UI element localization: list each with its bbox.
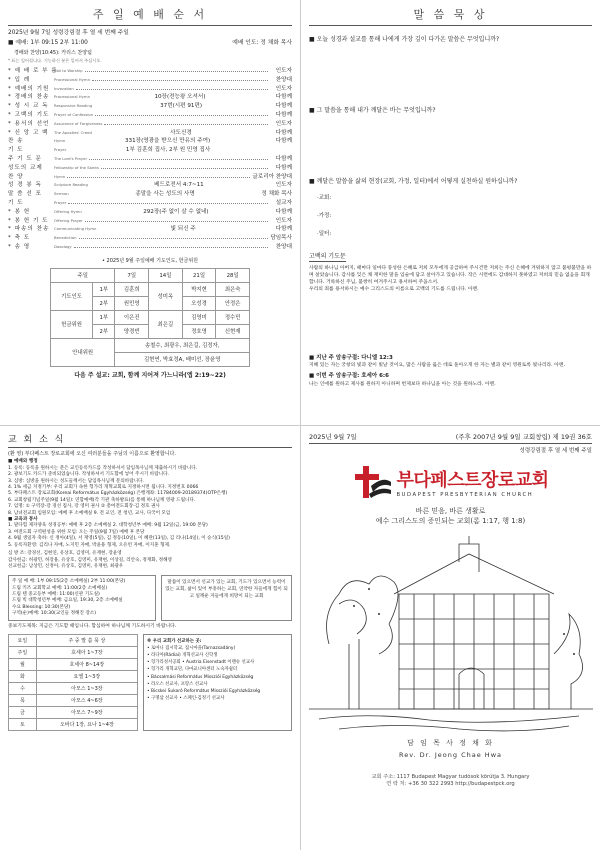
news-item: 5. 등록자환영: 김리나 자매, 노지민 자매, 박윤용 형제, 오유빈 자매, 이지훈 형제. — [8, 542, 171, 548]
sched-reading: 아모스 7~9장 — [36, 706, 137, 718]
order-dt — [89, 155, 268, 160]
order-nm: * 고백의 기도 — [8, 112, 50, 119]
duty-head: 21일 — [182, 268, 216, 282]
duty-cell: 김영미 — [182, 310, 216, 324]
order-pp: 다함께 — [275, 226, 292, 233]
order-en: Prayer — [54, 200, 67, 205]
order-nm: * 축 도 — [8, 235, 31, 242]
order-item — [8, 243, 292, 252]
motto-1: 바른 믿음, 바른 생활로 — [415, 507, 486, 515]
duty-cell: 양경빈 — [115, 324, 149, 338]
order-item — [8, 137, 292, 146]
duty-cell: 2부 — [93, 296, 115, 310]
news-item: 3. 여전도회 구역편성을 위한 모임: 오는 주일(9월 7일) 예배 후 본당 — [8, 529, 145, 535]
sched-reading: 오바다 1장, 요나 1~4장 — [36, 718, 137, 730]
answer-space — [309, 118, 592, 168]
order-en: Offering Hymn — [54, 208, 82, 214]
order-ct: 빛 되신 주 — [170, 226, 196, 233]
supp-item: • Bácsalmási Református Missziói Egyházközség — [147, 674, 254, 680]
service-times-box — [8, 575, 156, 621]
cover-issue: (주후 2007년 9월 9일 교회창립) 제 19권 36호 — [455, 433, 592, 441]
verse-this-text: 나는 인애를 원하고 제사를 원하지 아니하며 번제보다 하나님을 아는 것을 원하노라. 아멘. — [309, 381, 496, 387]
order-item — [8, 102, 292, 111]
order-item — [8, 225, 292, 234]
order-nm: 말 씀 선 포 — [8, 191, 42, 198]
meditation-page — [300, 0, 600, 425]
duty-cell: 신현재 — [216, 324, 250, 338]
order-date: 2025년 9월 7일 성령강림절 후 열 세 번째 주일 — [8, 30, 129, 36]
order-pp: 다함께 — [275, 94, 292, 101]
order-item — [8, 217, 292, 226]
order-item — [8, 199, 292, 208]
duty-title: • 2025년 9월 주일예배 기도인도, 헌금위원 — [101, 257, 198, 264]
order-en: Sermon — [54, 191, 69, 197]
prayer-text: 사람의 하나님 아버지, 때마다 일마다 풍성한 은혜로 저희 모두에게 공급하여 주시건만 저희는 주신 은혜에 겨워하지 않고 불평불만을 하며 살았습니다. 감사를 잊은 채 재미한 말을 입술에 담고 살아가고 있습니다. 작은 시련에도 감대하지 못하였고 저희의 믿음 없음을 회개합니다. 거룩하신 주님, 불쌍히 여겨주시고 용서하여 주옵소서. — [309, 266, 592, 285]
sched-day: 목 — [9, 694, 37, 706]
order-pp: 찬양대 — [275, 243, 292, 250]
question-1: ■ 오늘 성경과 설교를 통해 나에게 가장 깊이 다가온 말씀은 무엇입니까? — [309, 36, 500, 43]
order-en: Processional Hymn — [54, 76, 90, 82]
mission-box: 말씀이 있으면서 선교가 있는 교회, 기도가 있으면서 능력이 있는 교회, 삶이 있어 부흥하는 교회, 연약한 자들에게 힘이 되고 일깨운 자들에게 희망이 되는 교회 — [161, 575, 292, 621]
sched-head: 주 중 말 씀 묵 상 — [36, 634, 137, 646]
order-item — [8, 129, 292, 138]
supp-item: • 라오스 선교사, 프랑스 선교사 — [147, 681, 208, 687]
question-3: ■ 깨달은 말씀을 삶의 현장(교회, 가정, 일터)에서 어떻게 실천하실 원하십니까? — [309, 178, 518, 185]
church-building-illustration — [309, 534, 593, 734]
news-item: 5. 부다페스트 장로교회(Koreai Református Egyházközség) 은행계좌: 11784009-20189374(OTP은행) — [8, 491, 228, 497]
church-logo — [309, 464, 592, 500]
order-ct: 37번(시편 91편) — [160, 103, 203, 110]
sched-reading: 요엘 1~3장 — [36, 670, 137, 682]
cross-logo-icon — [353, 464, 393, 500]
order-item — [8, 164, 292, 173]
off-line: 드림 빅 대학청년부 예배: 금요일, 19:30, 2층 소예배실 — [12, 598, 123, 604]
prayer-end: 우리의 죄를 용서하시는 예수 그리스도의 이름으로 고백의 기도를 드립니다. 아멘. — [309, 287, 479, 292]
duty-cell: 이은진 — [115, 310, 149, 324]
order-item — [8, 120, 292, 129]
order-ct: 331장(영광을 받으신 만유의 주여) — [124, 138, 211, 145]
order-pp: 인도자 — [275, 182, 292, 189]
motto-2: 예수 그리스도의 증인되는 교회(롬 1:17, 행 1:8) — [375, 517, 526, 525]
order-en: Offering Prayer — [54, 217, 83, 223]
order-pp: 다함께 — [275, 112, 292, 119]
prelude: 경배와 찬양(10:45): 카리스 찬양팀 — [14, 49, 92, 56]
church-contact: 연 락 처: +36 30 322 2993 http://budapestpck.org — [386, 781, 515, 787]
duty-cell: 1부 — [93, 310, 115, 324]
service-times: ■ 예배: 1부 09:15 2부 11:00 — [8, 39, 88, 46]
order-dt — [95, 111, 268, 116]
order-en: Assurance of Forgiveness — [54, 120, 103, 126]
staff-line: 선교헌금: 남상민, 신정아, 유상호, 김영미, 유재현, 최광우 — [8, 563, 124, 569]
duty-cell: 헌금위원 — [51, 310, 93, 338]
order-en: Responsive Reading — [54, 103, 93, 109]
duty-cell: 박지현 — [182, 282, 216, 296]
staff-line: 심 방 조: 강경선, 김현연, 유상호, 김영미, 유재현, 장윤영 — [8, 551, 122, 557]
sched-reading: 호세아 1~7장 — [36, 646, 137, 658]
church-name-en: BUDAPEST PRESBYTERIAN CHURCH — [396, 492, 534, 498]
duty-cell: 1부 — [93, 282, 115, 296]
church-news-page — [0, 425, 300, 850]
cover-page — [300, 425, 600, 850]
supp-item: • 헝가리성서공회 • Austria Eisenstadt 이랜슈 선교사 — [147, 660, 255, 666]
order-pp: 설교자 — [275, 200, 292, 206]
staff-line: 감사헌금: 허광민, 허장용, 유상호, 김영미, 유재현, 이상길, 리안숙, 정재화, 정해영 — [8, 557, 172, 563]
order-nm: * 예배의 기원 — [8, 85, 50, 92]
supp-item: • Bicskei Sukoró Református Missziói Egyházközség — [147, 688, 261, 694]
order-item — [8, 208, 292, 217]
duty-cell: 김훈희 — [115, 282, 149, 296]
order-dt — [74, 243, 268, 248]
sched-day: 토 — [9, 718, 37, 730]
order-nm: * 성 시 교 독 — [8, 103, 49, 110]
duty-table — [50, 268, 250, 367]
order-pp: 글로리아 찬양대 — [252, 173, 292, 180]
order-item — [8, 155, 292, 164]
answer-work: ·일터: — [317, 231, 332, 237]
order-en: Processional Hymn — [54, 94, 90, 100]
order-pp: 인도자 — [275, 120, 292, 127]
duty-cell: 기도인도 — [51, 282, 93, 310]
order-dt — [68, 199, 268, 204]
order-pp: 다함께 — [275, 208, 292, 215]
order-item — [8, 76, 292, 85]
church-address: 교회 주소: 1117 Budapest Magyar tudósok körútja 3. Hungary — [371, 774, 530, 780]
news-title: 교 회 소 식 — [8, 432, 292, 448]
prayer-topics: 중보기도제목: 지금은 기도할 때입니다. 합심하여 하나님께 기도하시기 바랍니다. — [8, 624, 177, 630]
duty-cell: 성미옥 — [149, 282, 183, 310]
order-dt — [104, 120, 268, 125]
meditation-title: 말 씀 묵 상 — [309, 6, 592, 26]
duty-head: 28일 — [216, 268, 250, 282]
church-name: 부다페스트장로교회 — [396, 470, 549, 491]
stand-note: * 표는 일어섭니다. 기능하신 분은 일어서 주십시오. — [8, 58, 102, 64]
duty-cell: 송철수, 최광우, 최은길, 김정자, — [115, 338, 250, 352]
news-item: 2. 광보기도 카드가 준비되었습니다. 작성하셔서 기도함에 넣어 주시기 바랍니다. — [8, 472, 169, 478]
supp-item: • 구명삼 선교사 • 스페인-김정기 선교사 — [147, 696, 225, 702]
sched-day: 금 — [9, 706, 37, 718]
order-item — [8, 173, 292, 182]
next-sermon: 다음 주 설교: 교회, 함께 지어져 가느니라(엡 2:19~22) — [74, 371, 226, 379]
prayer-title: 고백의 기도문 — [309, 253, 346, 260]
verse-last-title: ■ 지난 주 암송구절: 다니엘 12:3 — [309, 355, 393, 361]
mission-support-box — [143, 634, 292, 731]
order-en: Hymn — [54, 173, 66, 179]
order-pp: 다함께 — [275, 156, 292, 163]
order-pp: 다함께 — [275, 129, 292, 136]
answer-space — [309, 47, 592, 97]
order-nm: 성 경 봉 독 — [8, 182, 42, 189]
order-ct: 10장(전능왕 오셔서) — [154, 94, 206, 101]
welcome: (환 영) 부다페스트 장로교회에 오신 여러분들을 주님의 이름으로 환영합니다. — [8, 451, 176, 457]
sched-reading: 호세아 8~14장 — [36, 658, 137, 670]
order-pp: 다함께 — [275, 103, 292, 110]
order-nm: 성도의 교제 — [8, 164, 43, 171]
order-item — [8, 181, 292, 190]
order-nm: * 파송의 찬송 — [8, 226, 50, 233]
order-item — [8, 111, 292, 120]
news-item: 8. 남녀전교회 임원모임: 예배 후 소예배실 9. 전 교인, 전 청년, 교사, 다국어 모임 — [8, 510, 171, 516]
order-item — [8, 146, 292, 155]
duty-cell: 최은숙 — [216, 282, 250, 296]
order-ct: 1부 김훈희 집사, 2부 원 민영 집사 — [125, 147, 211, 154]
sched-head: 요일 — [9, 634, 37, 646]
order-item — [8, 85, 292, 94]
order-item — [8, 93, 292, 102]
news-item: 1. 말다힘 제자양육 성경공부: 예배 후 2층 소예배실 2. 대학청년부 예배: 9월 12일(금, 19:00 본당) — [8, 523, 208, 529]
answer-home: ·가정: — [317, 213, 332, 219]
order-dt — [92, 76, 268, 81]
order-item — [8, 234, 292, 243]
order-dt — [79, 234, 268, 239]
order-pp: 인도자 — [275, 68, 292, 75]
order-en: Prayer of Confession — [54, 112, 94, 118]
duty-cell: 원민영 — [115, 296, 149, 310]
order-ct: 베드로전서 4:7~11 — [154, 182, 204, 189]
sched-day: 화 — [9, 670, 37, 682]
reading-schedule — [8, 634, 138, 731]
off-line: 드림 키즈 교회학교 예배: 11:00(2층 소예배실) — [12, 585, 108, 591]
news-item: 6. 교회창립기념주일(9월 14일): 연합예배(각 기관 축하발표)를 통해 하나님께 영광 드립니다. — [8, 497, 196, 503]
duty-cell: 안내위원 — [51, 338, 115, 366]
duty-section — [8, 258, 292, 379]
news-item: 3. 심방: 심방을 원하시는 성도들께서는 담임목사님께 문의바랍니다. — [8, 478, 144, 484]
order-ct: 종말을 사는 성도의 사명 — [135, 191, 195, 198]
order-item — [8, 190, 292, 199]
sched-day: 수 — [9, 682, 37, 694]
verse-last-text: 지혜 있는 자는 궁창의 빛과 같이 빛날 것이요, 많은 사람을 옳은 데로 돌아오게 한 자는 별과 같이 영원토록 빛나리라. 아멘. — [309, 363, 565, 369]
order-en: Hymn — [54, 138, 66, 144]
order-nm: * 송 영 — [8, 243, 31, 250]
news-item: 7. 임명: ① 구역장-강 경선 집사, 강 영미 권사 ② 총여전도회장-김 정호 권사 — [8, 504, 160, 510]
duty-cell: 정수민 — [216, 310, 250, 324]
order-en: The Apostles' Creed — [54, 129, 92, 135]
sched-reading: 아모스 1~3장 — [36, 682, 137, 694]
order-en: Prayer — [54, 147, 67, 153]
order-nm: 기 도 — [8, 200, 24, 206]
off-line: 구역(순)예배: 10:30(교인들 정해진 장소) — [12, 610, 97, 616]
cover-date: 2025년 9월 7일 — [309, 433, 357, 441]
news-section: ■ 예배와 행정 — [8, 459, 38, 465]
supp-item: • 라디아(Rádiai) 개혁선교사 신학생 — [147, 652, 218, 658]
order-nm: * 신 앙 고 백 — [8, 129, 49, 136]
order-nm: 기 도 — [8, 147, 24, 154]
pastor-name: 담 임 목 사 정 채 화 — [407, 739, 494, 747]
duty-head: 주일 — [51, 268, 115, 282]
order-nm: * 봉 헌 — [8, 208, 31, 215]
order-item — [8, 67, 292, 76]
order-nm: * 봉 헌 기 도 — [8, 217, 49, 224]
order-pp: 정 채화 목사 — [261, 191, 292, 198]
duty-head: 14일 — [149, 268, 183, 282]
order-en: Communicating Hymn — [54, 226, 97, 232]
order-pp: 다함께 — [275, 164, 292, 171]
sched-reading: 아모스 4~6장 — [36, 694, 137, 706]
verse-this-title: ■ 이번 주 암송구절: 호세아 6:6 — [309, 373, 389, 380]
order-en: Scripture Reading — [54, 182, 88, 188]
order-dt — [67, 173, 250, 178]
order-en: Fellowship of the Saints — [54, 164, 99, 170]
order-nm: * 용서의 선언 — [8, 120, 50, 127]
order-nm: 찬 송 — [8, 138, 24, 145]
order-dt — [76, 85, 268, 90]
order-pp: 다함께 — [275, 138, 292, 145]
duty-cell: 김현연, 박효정A, 배미선, 장윤영 — [115, 352, 250, 366]
duty-cell: 최은길 — [149, 310, 183, 338]
supp-item: • 헝가리 개혁교단, 다마교니아센터 노숙자쉼터 — [147, 667, 238, 673]
order-ct: 292장(주 없이 살 수 없네) — [143, 208, 209, 215]
order-list — [8, 67, 292, 252]
sched-day: 월 — [9, 658, 37, 670]
news-section: ■ 교육과 봉사 — [8, 517, 38, 523]
answer-church: ·교회: — [317, 195, 332, 201]
order-en: Call to Worship — [54, 68, 83, 74]
cover-sunday: 성령강림절 후 열 세 번째 주일 — [519, 448, 592, 454]
news-item: 1. 등록: 등록을 원하시는 분은 교인등록카드를 작성하셔서 담임목사님께 제출하시기 바랍니다. — [8, 465, 198, 471]
off-line: 드림 텐 중고등부 예배: 11:00(신관 기도실) — [12, 591, 100, 597]
order-en: Invocation — [54, 85, 74, 91]
question-2: ■ 그 말씀을 통해 내가 깨달은 바는 무엇입니까? — [309, 107, 436, 114]
order-pp: 찬양대 — [275, 76, 292, 83]
sched-day: 주일 — [9, 646, 37, 658]
order-nm: 찬 양 — [8, 173, 24, 180]
order-nm: * 예 배 로 부 름 — [8, 68, 58, 75]
duty-cell: 안정은 — [216, 296, 250, 310]
order-dt — [85, 217, 268, 222]
news-item: 4. 9월 생일자 축하: 신 정아(4일), 서 재영(5일), 김 정동(10일), 이 혜란(13일), 김 리나(14일), 이 승식(15일) — [8, 536, 230, 542]
order-dt — [85, 67, 268, 72]
news-item: 4. 1% 세금 지정기부: 우리 교회가 속한 헝가리 개혁교회로 지정하시면 됩니다. 지정번호 0066 — [8, 485, 199, 491]
off-line: 수요 Blessing: 10:30(본당) — [12, 604, 71, 610]
duty-cell: 정호영 — [182, 324, 216, 338]
pastor-name-en: Rev. Dr. Jeong Chae Hwa — [398, 751, 502, 759]
order-en: Doxology — [54, 243, 72, 249]
order-title: 주 일 예 배 순 서 — [8, 6, 292, 26]
supp-title: ※ 우리 교회가 선교하는 곳: — [147, 638, 202, 644]
order-en: Benediction — [54, 235, 77, 241]
duty-head: 7일 — [115, 268, 149, 282]
supp-item: • 로마니 집시학교, 집시마을(Tarnazsadány) — [147, 645, 236, 651]
order-pp: 인도자 — [275, 217, 292, 224]
order-of-worship-page — [0, 0, 300, 425]
order-ct: 사도신경 — [170, 129, 192, 136]
order-en: The Lord's Prayer — [54, 156, 88, 162]
duty-cell: 오성경 — [182, 296, 216, 310]
off-title: 주 일 예 배: 1부 09:15(2층 소예배실) 2부 11:00(본당) — [12, 579, 126, 585]
order-pp: 인도자 — [275, 85, 292, 92]
service-leader: 예배 인도: 정 채화 목사 — [232, 39, 292, 46]
order-nm: 주 기 도 문 — [8, 156, 42, 163]
duty-cell: 2부 — [93, 324, 115, 338]
order-pp: 담임목사 — [270, 235, 292, 242]
order-dt — [101, 164, 268, 169]
order-nm: * 입 례 — [8, 76, 31, 83]
order-nm: * 경배의 찬송 — [8, 94, 50, 101]
